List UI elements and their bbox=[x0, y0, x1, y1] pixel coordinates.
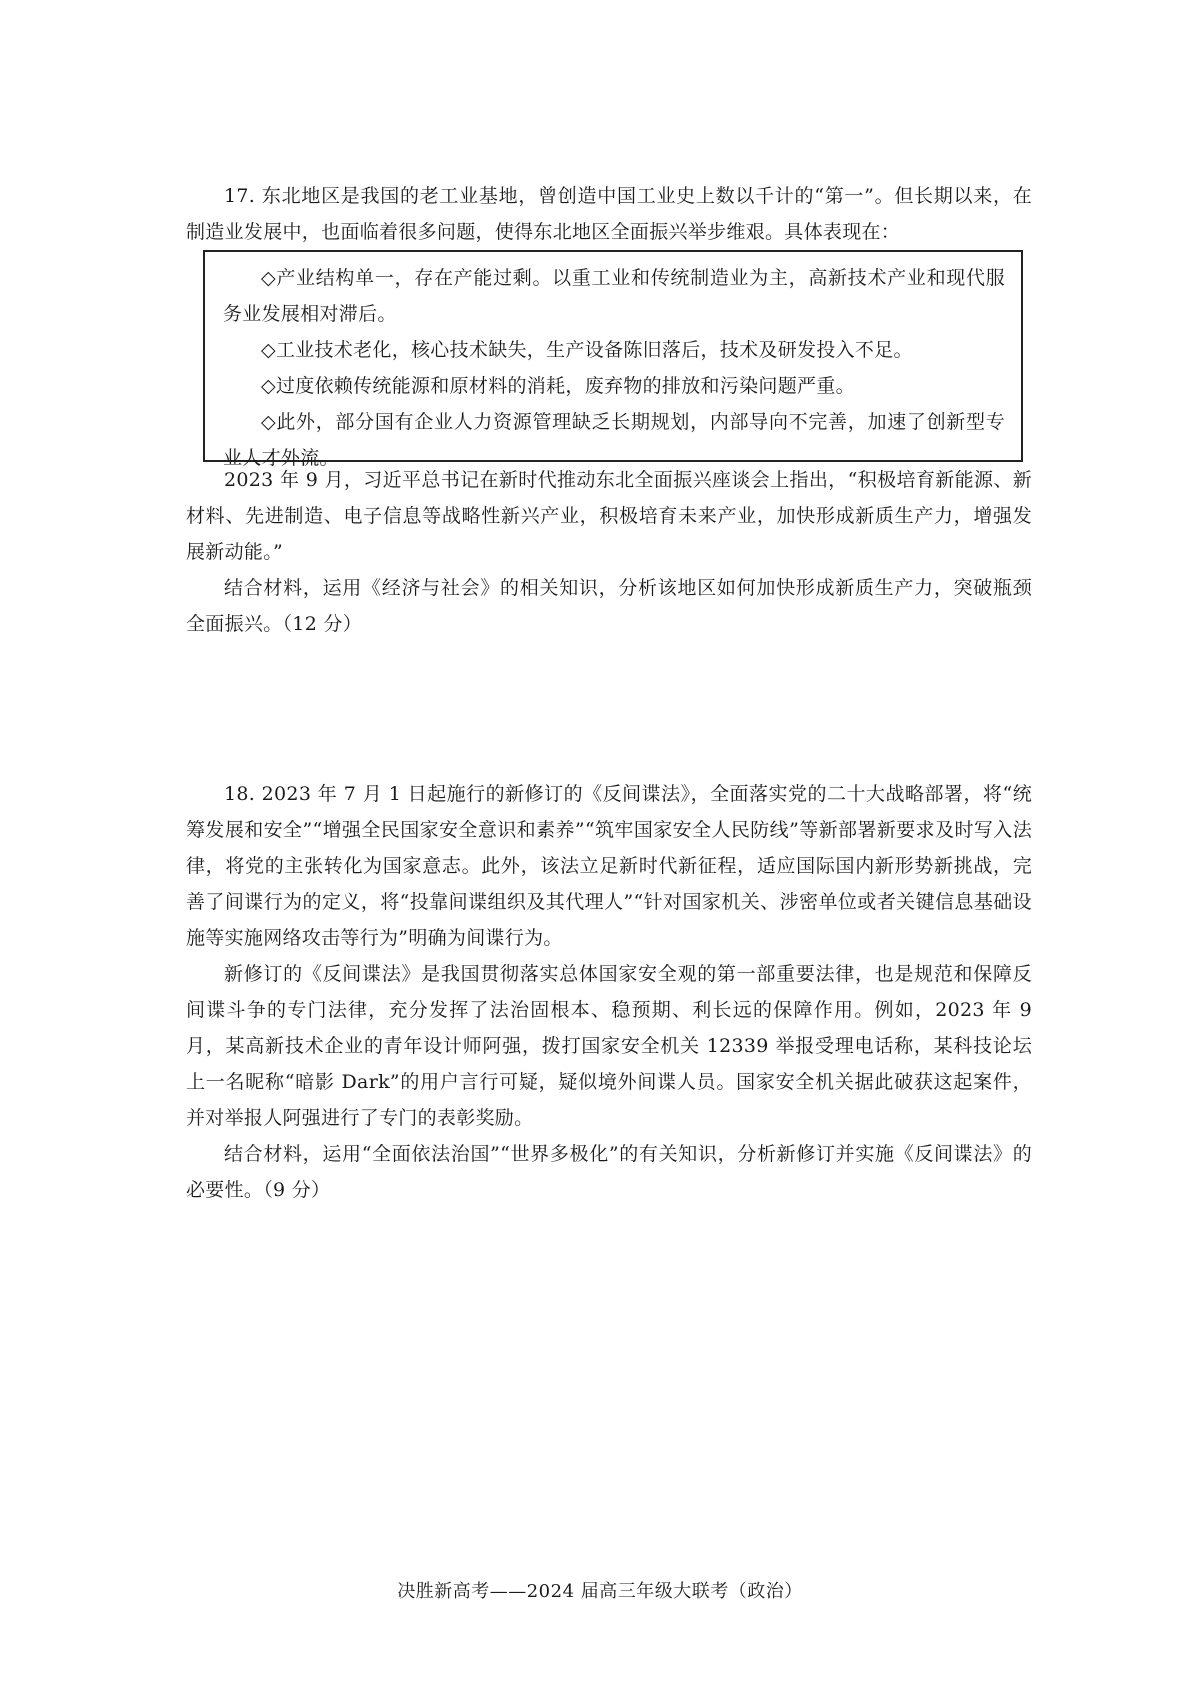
question-17-materials-box bbox=[203, 250, 1023, 469]
question-17-quote: 2023 年 9 月，习近平总书记在新时代推动东北全面振兴座谈会上指出，“积极培育新能源、新材料、先进制造、电子信息等战略性新兴产业，积极培育未来产业，加快形成新质生产力，增强发展新动能。” bbox=[186, 469, 1032, 563]
page-footer: 决胜新高考——2024 届高三年级大联考（政治） bbox=[397, 1581, 803, 1602]
materials-item-3: ◇过度依赖传统能源和原材料的消耗，废弃物的排放和污染问题严重。 bbox=[261, 375, 855, 397]
question-18-paragraph-2: 新修订的《反间谍法》是我国贯彻落实总体国家安全观的第一部重要法律，也是规范和保障反间谍斗争的专门法律，充分发挥了法治固根本、稳预期、利长远的保障作用。例如，2023 年 9 月，某高新技术企业的青年设计师阿强，拨打国家安全机关 12339 举报受理电话称，某科技论坛上一名昵称“暗影 Dark”的用户言行可疑，疑似境外间谍人员。国家安全机关据此破获这起案件，并对举报人阿强进行了专门的表彰奖励。 bbox=[186, 963, 1032, 1129]
materials-item-4: ◇此外，部分国有企业人力资源管理缺乏长期规划，内部导向不完善，加速了创新型专业人才外流。 bbox=[223, 411, 1005, 469]
question-17-intro-text: 17. 东北地区是我国的老工业基地，曾创造中国工业史上数以千计的“第一”。但长期以来，在制造业发展中，也面临着很多问题，使得东北地区全面振兴举步维艰。具体表现在： bbox=[186, 185, 1032, 243]
materials-item-1: ◇产业结构单一，存在产能过剩。以重工业和传统制造业为主，高新技术产业和现代服务业发展相对滞后。 bbox=[223, 267, 1005, 325]
question-17-task: 结合材料，运用《经济与社会》的相关知识，分析该地区如何加快形成新质生产力，突破瓶颈全面振兴。（12 分） bbox=[186, 577, 1032, 635]
question-18-paragraph-1: 18. 2023 年 7 月 1 日起施行的新修订的《反间谍法》，全面落实党的二十大战略部署，将“统筹发展和安全”“增强全民国家安全意识和素养”“筑牢国家安全人民防线”等新部署新要求及时写入法律，将党的主张转化为国家意志。此外，该法立足新时代新征程，适应国际国内新形势新挑战，完善了间谍行为的定义，将“投靠间谍组织及其代理人”“针对国家机关、涉密单位或者关键信息基础设施等实施网络攻击等行为”明确为间谍行为。 bbox=[186, 783, 1032, 949]
question-18 bbox=[186, 776, 1032, 1208]
question-18-task: 结合材料，运用“全面依法治国”“世界多极化”的有关知识，分析新修订并实施《反间谍法》的必要性。（9 分） bbox=[186, 1143, 1032, 1201]
materials-item-2: ◇工业技术老化，核心技术缺失，生产设备陈旧落后，技术及研发投入不足。 bbox=[261, 339, 913, 361]
question-17-body bbox=[186, 462, 1032, 642]
question-17-intro bbox=[186, 178, 1032, 250]
